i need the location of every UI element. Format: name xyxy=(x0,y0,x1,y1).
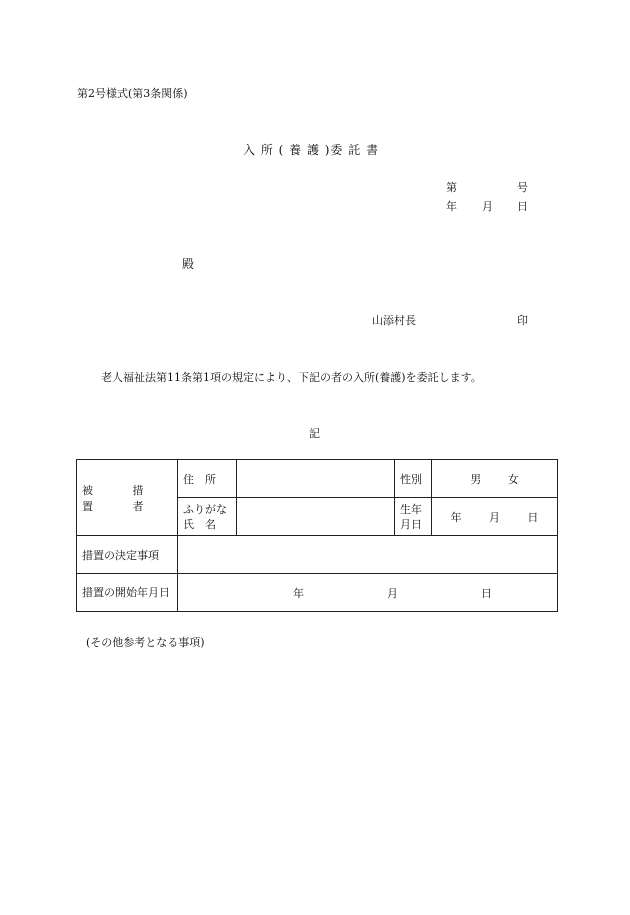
birthdate-label-2: 月日 xyxy=(400,517,422,531)
address-field[interactable] xyxy=(237,460,395,498)
document-title: 入 所 ( 養 護 )委 託 書 xyxy=(243,143,380,157)
birth-year: 年 xyxy=(450,510,462,524)
furigana-label: ふりがな xyxy=(183,502,227,516)
birth-day: 日 xyxy=(527,510,539,524)
name-label-cell xyxy=(178,498,237,536)
start-date-field[interactable] xyxy=(178,574,558,612)
birthdate-label-1: 生年 xyxy=(400,502,422,516)
decision-label: 措置の決定事項 xyxy=(77,536,178,574)
form-number: 第2号様式(第3条関係) xyxy=(77,87,188,100)
ki-heading: 記 xyxy=(309,427,320,440)
doc-date-year: 年 xyxy=(446,200,457,213)
start-month: 月 xyxy=(387,586,398,600)
sex-label: 性別 xyxy=(395,460,432,498)
subject-label-cell xyxy=(77,460,178,536)
start-year: 年 xyxy=(293,586,304,600)
reference-note: (その他参考となる事項) xyxy=(86,636,205,649)
body-text: 老人福祉法第11条第1項の規定により、下記の者の入所(養護)を委託します。 xyxy=(101,371,482,384)
doc-date-month: 月 xyxy=(482,200,493,213)
sex-male: 男 xyxy=(470,472,482,486)
birthdate-label-cell xyxy=(395,498,432,536)
name-label: 氏 名 xyxy=(183,517,216,531)
doc-number-suffix: 号 xyxy=(517,181,528,194)
birthdate-field[interactable] xyxy=(432,498,558,536)
birth-month: 月 xyxy=(488,510,500,524)
seal-mark: 印 xyxy=(517,314,528,327)
start-day: 日 xyxy=(481,586,492,600)
doc-number-prefix: 第 xyxy=(446,181,457,194)
name-field[interactable] xyxy=(237,498,395,536)
subject-label: 被 措 置 者 xyxy=(82,483,162,513)
doc-date-day: 日 xyxy=(517,200,528,213)
sex-field[interactable] xyxy=(432,460,558,498)
addressee-honorific: 殿 xyxy=(182,257,195,271)
decision-field[interactable] xyxy=(178,536,558,574)
sex-female: 女 xyxy=(507,472,519,486)
issuer-name: 山添村長 xyxy=(372,314,416,327)
start-date-label: 措置の開始年月日 xyxy=(77,574,178,612)
subject-table xyxy=(76,459,558,612)
address-label: 住 所 xyxy=(178,460,237,498)
